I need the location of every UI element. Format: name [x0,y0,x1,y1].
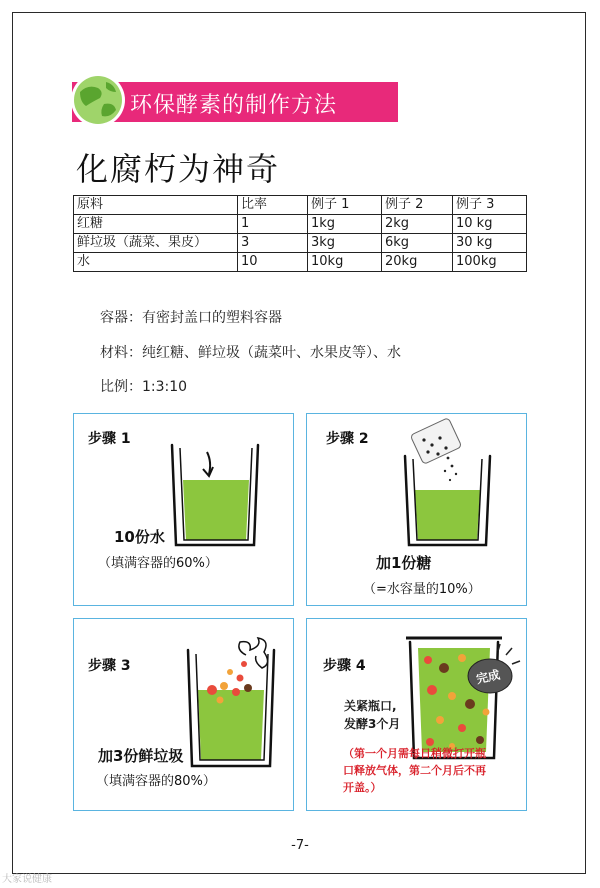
table-cell: 1 [238,215,308,234]
step-1-main: 10份水 [114,528,165,546]
table-header-cell: 原料 [74,196,238,215]
table-header-cell: 比率 [238,196,308,215]
table-cell: 10kg [308,253,382,272]
step3-cup-icon [188,638,274,766]
table-header-cell: 例子 3 [453,196,527,215]
table-header-cell: 例子 1 [308,196,382,215]
table-cell: 10 [238,253,308,272]
step4-cup-icon [406,638,520,758]
step-3-label: 步骤 3 [88,658,131,674]
table-cell: 3kg [308,234,382,253]
step-4-main: 关紧瓶口, [344,699,397,713]
table-cell: 100kg [453,253,527,272]
table-cell: 10 kg [453,215,527,234]
page-title: 化腐朽为神奇 [76,150,281,188]
step-4-note: （第一个月需每日稍微打开瓶口释放气体，第二个月后不再开盖。） [343,747,486,794]
table-cell: 水 [74,253,238,272]
table-cell: 3 [238,234,308,253]
step-2-label: 步骤 2 [326,431,369,447]
step1-cup-icon [172,445,258,545]
container-info: 容器：有密封盖口的塑料容器 [100,310,282,326]
step-2-main: 加1份糖 [376,554,432,572]
materials-info: 材料：纯红糖、鲜垃圾（蔬菜叶、水果皮等）、水 [100,345,401,361]
table-header-cell: 例子 2 [382,196,453,215]
step-1-sub: （填满容器的60%） [98,556,218,571]
banner-title: 环保酵素的制作方法 [130,93,338,118]
step-2-sub: （=水容量的10%） [363,582,481,597]
step2-cup-icon [405,418,490,545]
step-4-label: 步骤 4 [323,658,366,674]
table-cell: 1kg [308,215,382,234]
done-badge: 完成 [474,667,502,687]
ratio-info: 比例：1:3:10 [100,379,188,395]
table-cell: 红糖 [74,215,238,234]
step-4-main2: 发酵3个月 [344,717,401,731]
table-cell: 2kg [382,215,453,234]
step-3-main: 加3份鲜垃圾 [98,747,184,765]
table-cell: 30 kg [453,234,527,253]
page-number: -7- [291,838,309,853]
table-cell: 6kg [382,234,453,253]
step-1-label: 步骤 1 [88,431,131,447]
watermark: 大家说健康 [2,874,52,885]
step-3-sub: （填满容器的80%） [96,774,216,789]
table-cell: 鲜垃圾（蔬菜、果皮） [74,234,238,253]
table-cell: 20kg [382,253,453,272]
